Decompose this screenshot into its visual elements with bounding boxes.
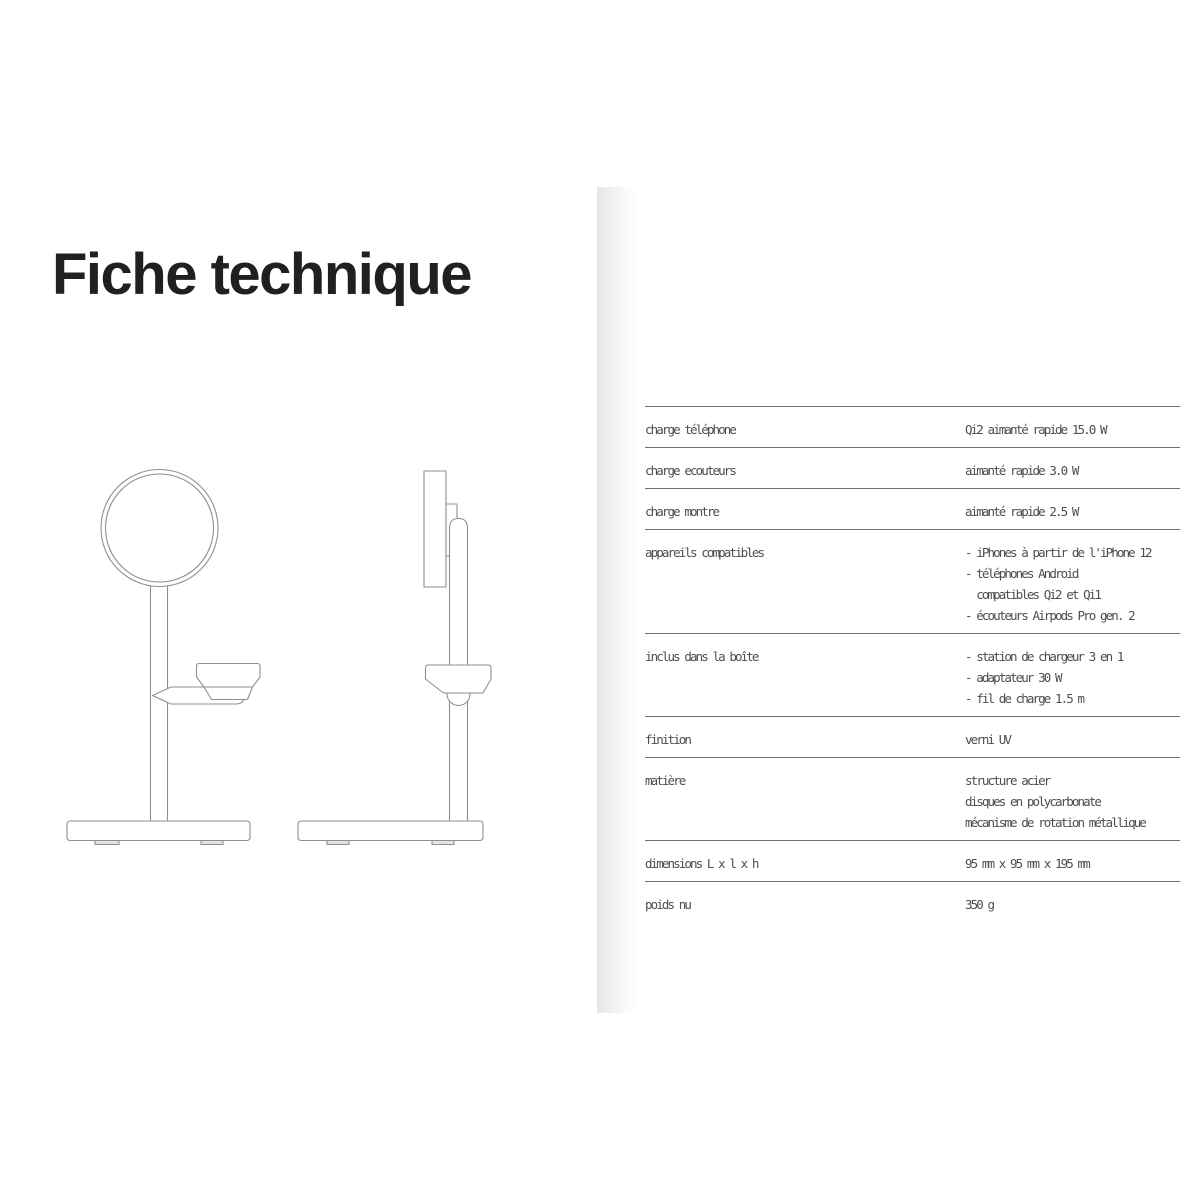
spec-value-line: 350 g xyxy=(965,897,994,912)
spec-value-line: 95 mm x 95 mm x 195 mm xyxy=(965,856,1089,871)
spec-value-line: structure acier xyxy=(965,773,1050,788)
spec-label: charge téléphone xyxy=(645,422,736,437)
base-side xyxy=(298,821,483,841)
spec-value-line: - iPhones à partir de l'iPhone 12 xyxy=(965,545,1151,560)
spec-value-line: - fil de charge 1.5 m xyxy=(965,691,1084,706)
spec-label: poids nu xyxy=(645,897,691,912)
page-title: Fiche technique xyxy=(52,242,472,307)
spec-value-line: - écouteurs Airpods Pro gen. 2 xyxy=(965,608,1134,623)
spec-label: appareils compatibles xyxy=(645,545,764,560)
spec-label: finition xyxy=(645,732,691,747)
spec-row-charge-telephone xyxy=(645,406,1180,447)
foot xyxy=(201,841,223,845)
spec-row-charge-montre xyxy=(645,488,1180,529)
spec-row-dimensions xyxy=(645,840,1180,881)
spec-value-line: aimanté rapide 3.0 W xyxy=(965,463,1078,478)
spec-value-line: mécanisme de rotation métallique xyxy=(965,815,1146,830)
spec-value-line: - station de chargeur 3 en 1 xyxy=(965,649,1123,664)
spec-label: charge montre xyxy=(645,504,719,519)
charger-disc-side xyxy=(424,471,446,587)
side-view-drawing xyxy=(298,471,491,845)
spec-value-line: Qi2 aimanté rapide 15.0 W xyxy=(965,422,1106,437)
spec-row-appareils-compatibles xyxy=(645,529,1180,633)
foot xyxy=(327,841,349,845)
spec-value-line: aimanté rapide 2.5 W xyxy=(965,504,1078,519)
spec-label: charge ecouteurs xyxy=(645,463,736,478)
spec-value-line: disques en polycarbonate xyxy=(965,794,1101,809)
spec-label: dimensions L x l x h xyxy=(645,856,758,871)
base-front xyxy=(67,821,250,841)
spec-row-poids-nu xyxy=(645,881,1180,922)
charger-disc-outline xyxy=(101,470,218,587)
spec-label: inclus dans la boîte xyxy=(645,649,758,664)
spec-value-line: verni UV xyxy=(965,732,1011,747)
spec-label: matière xyxy=(645,773,685,788)
spec-table xyxy=(645,406,1180,922)
spec-value-line: - adaptateur 30 W xyxy=(965,670,1061,685)
tray-side xyxy=(426,665,492,693)
spec-row-matiere xyxy=(645,757,1180,840)
foot xyxy=(432,841,454,845)
front-view-drawing xyxy=(67,470,260,845)
spec-row-finition xyxy=(645,716,1180,757)
spec-row-charge-ecouteurs xyxy=(645,447,1180,488)
foot xyxy=(95,841,119,845)
product-technical-drawings xyxy=(40,440,520,860)
spec-value-line: - téléphones Android xyxy=(965,566,1078,581)
page-fold-shadow xyxy=(597,187,638,1013)
spec-value-line: compatibles Qi2 et Qi1 xyxy=(965,587,1101,602)
spec-row-inclus-dans-la-boite xyxy=(645,633,1180,716)
